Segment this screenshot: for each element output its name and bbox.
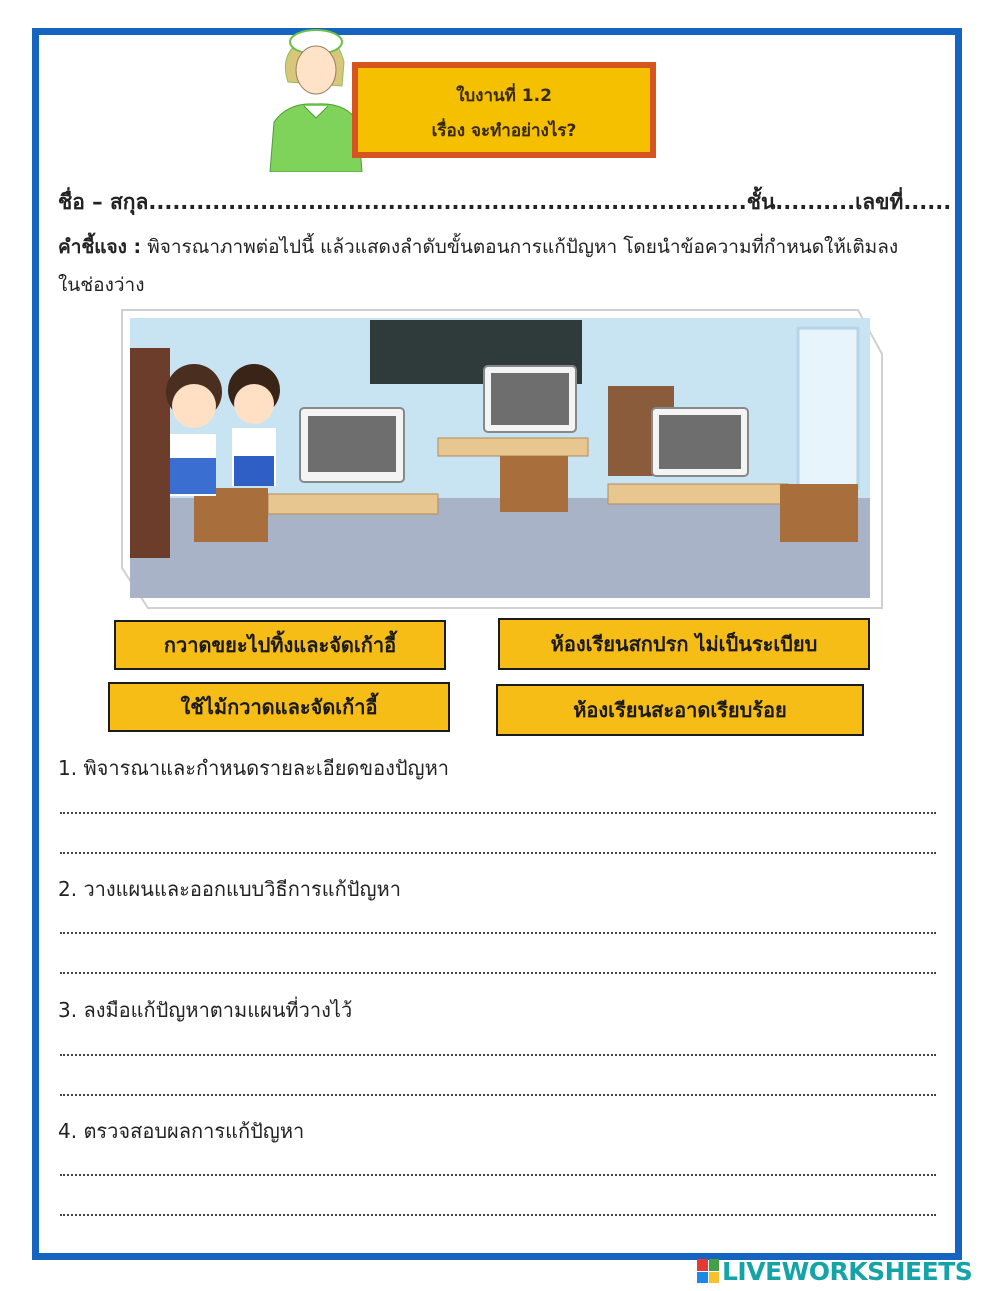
answer-line[interactable] [60,1174,936,1176]
option-clean-classroom[interactable]: ห้องเรียนสะอาดเรียบร้อย [496,684,864,736]
answer-line[interactable] [60,1214,936,1216]
logo-text: LIVEWORKSHEETS [722,1256,973,1286]
answer-line[interactable] [60,1094,936,1096]
answer-line[interactable] [60,1054,936,1056]
logo-squares-icon [697,1259,719,1283]
classroom-illustration [118,308,884,610]
option-sweep-and-arrange[interactable]: กวาดขยะไปทิ้งและจัดเก้าอี้ [114,620,446,670]
step-2-label: 2. วางแผนและออกแบบวิธีการแก้ปัญหา [58,877,401,901]
liveworksheets-logo [697,1256,972,1286]
option-use-broom[interactable]: ใช้ไม้กวาดและจัดเก้าอี้ [108,682,450,732]
student-info-line: ชื่อ – สกุล...........................................................................ชั้น..........เลขที่...... [58,190,952,214]
worksheet-topic: เรื่อง จะทำอย่างไร? [431,121,577,141]
answer-line[interactable] [60,972,936,974]
step-1-label: 1. พิจารณาและกำหนดรายละเอียดของปัญหา [58,756,450,780]
instructions-text: พิจารณาภาพต่อไปนี้ แล้วแสดงลำดับขั้นตอนการแก้ปัญหา โดยนำข้อความที่กำหนดให้เติมลงในช่องว่าง [58,236,899,296]
worksheet-number: ใบงานที่ 1.2 [456,86,552,106]
title-banner [352,62,656,158]
answer-line[interactable] [60,852,936,854]
step-4-label: 4. ตรวจสอบผลการแก้ปัญหา [58,1119,305,1143]
option-dirty-classroom[interactable]: ห้องเรียนสกปรก ไม่เป็นระเบียบ [498,618,870,670]
instructions-label: คำชี้แจง : [58,236,142,258]
answer-line[interactable] [60,932,936,934]
instructions [58,228,918,304]
step-3-label: 3. ลงมือแก้ปัญหาตามแผนที่วางไว้ [58,998,353,1022]
answer-line[interactable] [60,812,936,814]
